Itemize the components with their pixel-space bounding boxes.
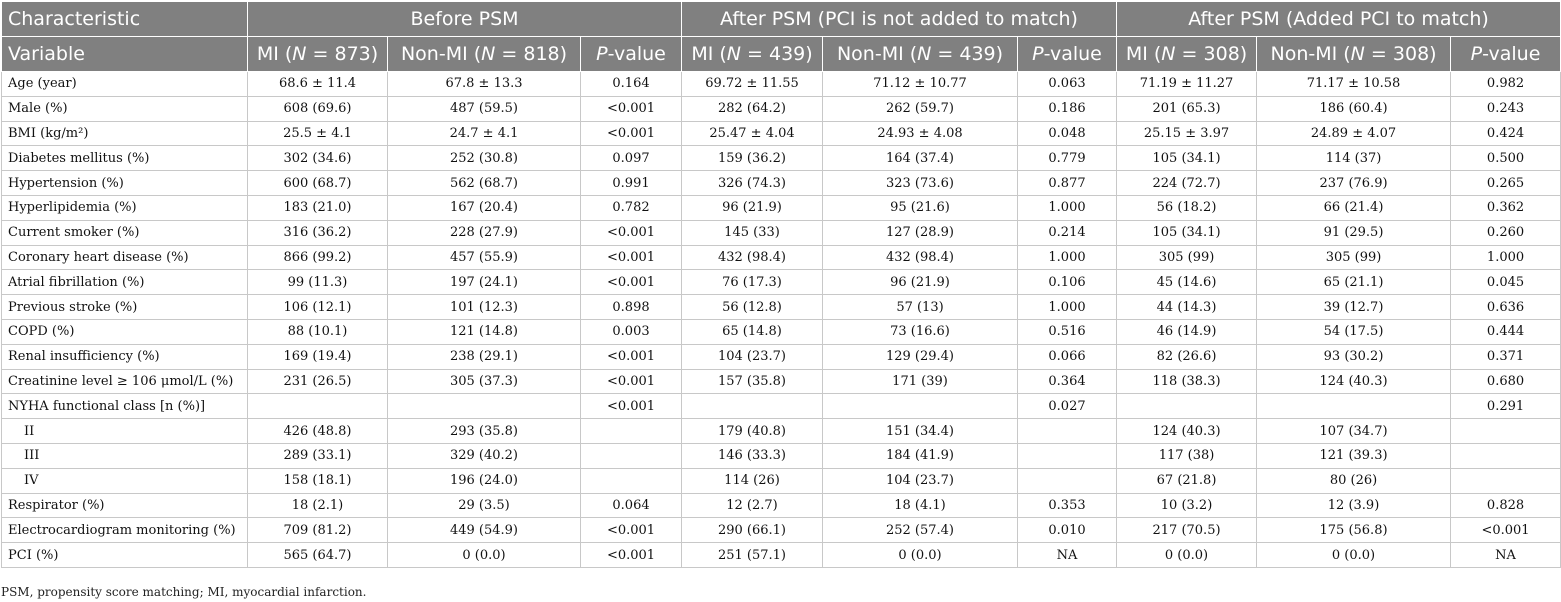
table-cell: 0.010 [1018,518,1117,543]
table-cell: 0.064 [581,493,682,518]
table-cell: 0.636 [1451,295,1561,320]
table-cell: 117 (38) [1117,443,1257,468]
table-cell: 0.516 [1018,319,1117,344]
table-cell: 262 (59.7) [823,96,1018,121]
table-cell: 179 (40.8) [682,419,823,444]
column-header-symbol: N [1161,43,1176,65]
table-cell: 82 (26.6) [1117,344,1257,369]
table-cell: 224 (72.7) [1117,171,1257,196]
table-cell: 0.500 [1451,146,1561,171]
table-cell: 54 (17.5) [1257,319,1451,344]
table-cell [388,394,581,419]
table-cell: <0.001 [581,245,682,270]
row-label: IV [2,468,248,493]
table-cell: 159 (36.2) [682,146,823,171]
table-cell: 432 (98.4) [823,245,1018,270]
table-cell: 0.680 [1451,369,1561,394]
column-header-text: = 439) [931,43,1004,65]
group-header-row [2,2,1561,37]
table-cell: 124 (40.3) [1257,369,1451,394]
table-row [2,344,1561,369]
table-row [2,543,1561,568]
table-cell: <0.001 [581,270,682,295]
table-cell: 71.12 ± 10.77 [823,72,1018,97]
table-cell: 65 (21.1) [1257,270,1451,295]
table-cell: 0.048 [1018,121,1117,146]
table-cell: 96 (21.9) [682,195,823,220]
table-cell: 124 (40.3) [1117,419,1257,444]
table-row [2,171,1561,196]
table-cell: <0.001 [581,344,682,369]
table-cell: 238 (29.1) [388,344,581,369]
column-header-text: MI ( [1125,43,1162,65]
table-cell: 252 (57.4) [823,518,1018,543]
table-cell: 426 (48.8) [248,419,388,444]
table-cell: 10 (3.2) [1117,493,1257,518]
table-cell: 106 (12.1) [248,295,388,320]
column-header-text: -value [1482,43,1541,65]
row-label: Previous stroke (%) [2,295,248,320]
table-cell: 183 (21.0) [248,195,388,220]
table-cell: 186 (60.4) [1257,96,1451,121]
table-cell: 608 (69.6) [248,96,388,121]
table-cell: 252 (30.8) [388,146,581,171]
table-cell: 0.364 [1018,369,1117,394]
column-header-symbol: N [726,43,741,65]
column-header-text: = 308) [1175,43,1248,65]
row-label: Diabetes mellitus (%) [2,146,248,171]
table-cell: 0.991 [581,171,682,196]
table-cell: <0.001 [581,121,682,146]
column-header [388,37,581,72]
table-row [2,121,1561,146]
table-cell: 326 (74.3) [682,171,823,196]
column-header-text: Non-MI ( [1270,43,1351,65]
table-cell: 158 (18.1) [248,468,388,493]
table-cell: 0.186 [1018,96,1117,121]
table-cell: 57 (13) [823,295,1018,320]
table-cell: 432 (98.4) [682,245,823,270]
table-cell: 600 (68.7) [248,171,388,196]
table-cell: 44 (14.3) [1117,295,1257,320]
table-cell: 0.444 [1451,319,1561,344]
table-cell: 99 (11.3) [248,270,388,295]
table-cell: 0.353 [1018,493,1117,518]
table-cell: 67 (21.8) [1117,468,1257,493]
table-cell: 184 (41.9) [823,443,1018,468]
table-row [2,295,1561,320]
row-label: Hypertension (%) [2,171,248,196]
table-cell: 146 (33.3) [682,443,823,468]
column-header [1117,37,1257,72]
table-cell: 305 (99) [1257,245,1451,270]
table-cell: 0.106 [1018,270,1117,295]
table-cell: NA [1018,543,1117,568]
table-cell: 562 (68.7) [388,171,581,196]
table-cell: 25.5 ± 4.1 [248,121,388,146]
table-cell: 169 (19.4) [248,344,388,369]
table-cell: 93 (30.2) [1257,344,1451,369]
table-row [2,419,1561,444]
table-cell: 105 (34.1) [1117,220,1257,245]
table-cell: 71.19 ± 11.27 [1117,72,1257,97]
column-header-text: Non-MI ( [836,43,918,65]
row-label: Atrial fibrillation (%) [2,270,248,295]
column-header-symbol: P [596,43,608,65]
table-row [2,443,1561,468]
column-header-text: -value [1043,43,1102,65]
table-cell: 46 (14.9) [1117,319,1257,344]
table-cell: 56 (12.8) [682,295,823,320]
column-header [581,37,682,72]
table-cell: 151 (34.4) [823,419,1018,444]
table-cell: 237 (76.9) [1257,171,1451,196]
table-cell: 71.17 ± 10.58 [1257,72,1451,97]
table-row [2,394,1561,419]
column-header [682,37,823,72]
table-footnote: PSM, propensity score matching; MI, myocardial infarction. [1,585,367,599]
before-psm-header: Before PSM [248,2,682,37]
row-label: Respirator (%) [2,493,248,518]
table-row [2,146,1561,171]
table-body [2,72,1561,568]
table-cell: 91 (29.5) [1257,220,1451,245]
table-cell: 323 (73.6) [823,171,1018,196]
table-cell: 127 (28.9) [823,220,1018,245]
table-cell [581,468,682,493]
table-cell: <0.001 [581,220,682,245]
table-cell [1018,443,1117,468]
table-cell: <0.001 [581,518,682,543]
table-row [2,72,1561,97]
table-cell: 171 (39) [823,369,1018,394]
row-label: NYHA functional class [n (%)] [2,394,248,419]
table-cell [1451,468,1561,493]
column-header-text: = 308) [1364,43,1437,65]
column-header-symbol: N [1350,43,1365,65]
table-cell: 201 (65.3) [1117,96,1257,121]
column-header [1257,37,1451,72]
table-cell: 0.371 [1451,344,1561,369]
row-label: II [2,419,248,444]
table-cell: 0.828 [1451,493,1561,518]
row-label: COPD (%) [2,319,248,344]
row-label: BMI (kg/m²) [2,121,248,146]
after-psm-pci-header: After PSM (Added PCI to match) [1117,2,1561,37]
table-cell: 18 (2.1) [248,493,388,518]
table-cell: 66 (21.4) [1257,195,1451,220]
table-cell: 25.47 ± 4.04 [682,121,823,146]
column-header [1018,37,1117,72]
table-row [2,245,1561,270]
column-header-text: Non-MI ( [400,43,482,65]
column-header-symbol: P [1470,43,1483,65]
table-cell: 289 (33.1) [248,443,388,468]
table-cell: 0.260 [1451,220,1561,245]
table-cell: 0.214 [1018,220,1117,245]
after-psm-no-pci-header: After PSM (PCI is not added to match) [682,2,1117,37]
table-cell: 88 (10.1) [248,319,388,344]
table-cell: 0.243 [1451,96,1561,121]
table-cell [823,394,1018,419]
column-header-text: = 873) [306,43,379,65]
table-cell: 282 (64.2) [682,96,823,121]
table-row [2,468,1561,493]
table-cell: 95 (21.6) [823,195,1018,220]
table-cell: 25.15 ± 3.97 [1117,121,1257,146]
table-cell: 67.8 ± 13.3 [388,72,581,97]
table-cell: 251 (57.1) [682,543,823,568]
table-cell: 196 (24.0) [388,468,581,493]
table-cell: 0.424 [1451,121,1561,146]
table-row [2,369,1561,394]
table-cell: 121 (14.8) [388,319,581,344]
table-cell: NA [1451,543,1561,568]
table-cell: 487 (59.5) [388,96,581,121]
table-cell: <0.001 [581,394,682,419]
table-cell: 305 (37.3) [388,369,581,394]
table-cell: 45 (14.6) [1117,270,1257,295]
row-label: Current smoker (%) [2,220,248,245]
table-container [1,1,1560,568]
row-label: III [2,443,248,468]
table-cell: 0.898 [581,295,682,320]
table-cell: 104 (23.7) [823,468,1018,493]
table-row [2,195,1561,220]
table-cell: 866 (99.2) [248,245,388,270]
table-row [2,518,1561,543]
table-cell: 145 (33) [682,220,823,245]
column-header-text: MI ( [691,43,727,65]
table-cell: 0.782 [581,195,682,220]
table-cell: 1.000 [1018,195,1117,220]
table-cell: 69.72 ± 11.55 [682,72,823,97]
table-cell: 175 (56.8) [1257,518,1451,543]
table-cell: 1.000 [1451,245,1561,270]
table-row [2,493,1561,518]
table-cell: 1.000 [1018,245,1117,270]
column-header-symbol: P [1032,43,1044,65]
table-cell: 29 (3.5) [388,493,581,518]
table-cell: <0.001 [1451,518,1561,543]
table-cell [1018,419,1117,444]
table-cell: 0 (0.0) [1257,543,1451,568]
table-cell: 104 (23.7) [682,344,823,369]
table-cell [1451,419,1561,444]
column-header-row [2,37,1561,72]
table-cell: 12 (2.7) [682,493,823,518]
table-cell: 118 (38.3) [1117,369,1257,394]
table-cell: 121 (39.3) [1257,443,1451,468]
table-cell: 101 (12.3) [388,295,581,320]
table-cell: <0.001 [581,369,682,394]
table-cell: 329 (40.2) [388,443,581,468]
table-cell: 290 (66.1) [682,518,823,543]
table-cell: 24.93 ± 4.08 [823,121,1018,146]
column-header-text: -value [607,43,666,65]
column-header-text: = 818) [495,43,568,65]
table-cell: 231 (26.5) [248,369,388,394]
table-cell: 96 (21.9) [823,270,1018,295]
table-cell: 0.362 [1451,195,1561,220]
table-cell: 457 (55.9) [388,245,581,270]
table-cell: 129 (29.4) [823,344,1018,369]
row-label: Hyperlipidemia (%) [2,195,248,220]
table-cell: 217 (70.5) [1117,518,1257,543]
table-cell: 0.066 [1018,344,1117,369]
table-cell: 0.164 [581,72,682,97]
table-cell: 0 (0.0) [823,543,1018,568]
table-cell [682,394,823,419]
row-label: Male (%) [2,96,248,121]
table-cell [1117,394,1257,419]
table-cell: 0.291 [1451,394,1561,419]
row-label: Age (year) [2,72,248,97]
table-cell: 76 (17.3) [682,270,823,295]
table-cell: 80 (26) [1257,468,1451,493]
column-header-symbol: N [481,43,496,65]
table-cell: 1.000 [1018,295,1117,320]
row-label: PCI (%) [2,543,248,568]
table-cell: 114 (26) [682,468,823,493]
table-cell: 197 (24.1) [388,270,581,295]
table-cell: <0.001 [581,543,682,568]
table-cell: 0.982 [1451,72,1561,97]
table-cell: 302 (34.6) [248,146,388,171]
table-cell: 68.6 ± 11.4 [248,72,388,97]
table-cell: 157 (35.8) [682,369,823,394]
column-header-symbol: N [917,43,932,65]
table-cell: 0.265 [1451,171,1561,196]
variable-header: Variable [2,37,248,72]
table-cell: 709 (81.2) [248,518,388,543]
table-row [2,96,1561,121]
row-label: Coronary heart disease (%) [2,245,248,270]
table-cell [581,419,682,444]
table-cell: 0.063 [1018,72,1117,97]
table-cell: 228 (27.9) [388,220,581,245]
table-cell: 12 (3.9) [1257,493,1451,518]
table-cell: 0 (0.0) [1117,543,1257,568]
table-cell: 565 (64.7) [248,543,388,568]
row-label: Creatinine level ≥ 106 μmol/L (%) [2,369,248,394]
table-cell [248,394,388,419]
table-cell: 0.045 [1451,270,1561,295]
table-cell: 0.003 [581,319,682,344]
characteristics-table [1,1,1561,568]
table-cell: 305 (99) [1117,245,1257,270]
table-cell: 167 (20.4) [388,195,581,220]
column-header-symbol: N [292,43,307,65]
table-cell: 56 (18.2) [1117,195,1257,220]
table-cell: 24.89 ± 4.07 [1257,121,1451,146]
row-label: Renal insufficiency (%) [2,344,248,369]
table-cell: 0.027 [1018,394,1117,419]
table-cell: 293 (35.8) [388,419,581,444]
table-cell: 39 (12.7) [1257,295,1451,320]
table-row [2,319,1561,344]
table-cell: 0.097 [581,146,682,171]
column-header [248,37,388,72]
table-cell: 18 (4.1) [823,493,1018,518]
column-header-text: = 439) [740,43,813,65]
table-cell: 107 (34.7) [1257,419,1451,444]
table-cell [1018,468,1117,493]
table-cell: 0 (0.0) [388,543,581,568]
table-row [2,220,1561,245]
table-cell: 65 (14.8) [682,319,823,344]
table-cell: 73 (16.6) [823,319,1018,344]
table-cell: <0.001 [581,96,682,121]
table-cell: 164 (37.4) [823,146,1018,171]
characteristic-header: Characteristic [2,2,248,37]
table-cell: 0.877 [1018,171,1117,196]
column-header [1451,37,1561,72]
table-cell: 114 (37) [1257,146,1451,171]
table-cell: 449 (54.9) [388,518,581,543]
table-cell: 105 (34.1) [1117,146,1257,171]
column-header-text: MI ( [256,43,293,65]
table-cell: 0.779 [1018,146,1117,171]
row-label: Electrocardiogram monitoring (%) [2,518,248,543]
column-header [823,37,1018,72]
table-row [2,270,1561,295]
table-cell [1451,443,1561,468]
table-cell: 316 (36.2) [248,220,388,245]
table-cell: 24.7 ± 4.1 [388,121,581,146]
table-cell [581,443,682,468]
table-cell [1257,394,1451,419]
